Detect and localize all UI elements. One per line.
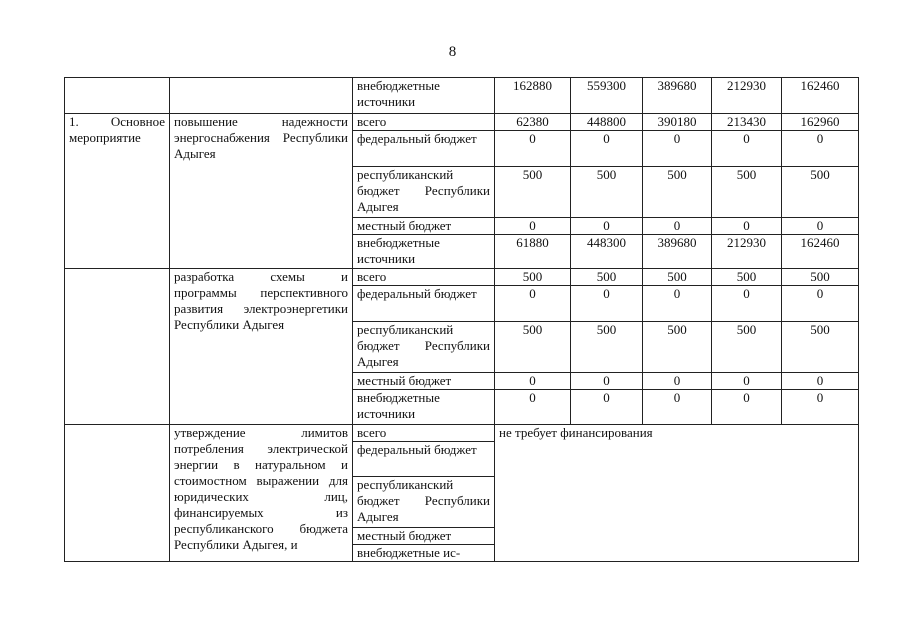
financing-table <box>64 77 859 562</box>
value-cell: 0 <box>571 286 643 322</box>
value-cell: 500 <box>643 167 712 218</box>
activity-name: утверждение лимитов потребления электрической энергии в натуральном и стоимостном выражении для юридических лиц, финансируемых из республиканского бюджета Республики Адыгея, и <box>170 425 353 562</box>
source-cell: всего <box>353 425 495 442</box>
value-cell: 500 <box>782 167 859 218</box>
value-cell: 500 <box>712 269 782 286</box>
value-cell: 500 <box>571 167 643 218</box>
value-cell: 0 <box>782 373 859 390</box>
page-number: 8 <box>448 44 457 60</box>
value-cell: 0 <box>643 390 712 425</box>
value-cell: 500 <box>571 269 643 286</box>
source-cell: республиканский бюджет Республики Адыгея <box>353 477 495 528</box>
value-cell: 0 <box>712 286 782 322</box>
value-cell: 500 <box>782 269 859 286</box>
value-cell: 500 <box>571 322 643 373</box>
value-cell: 0 <box>712 218 782 235</box>
measure-label <box>65 269 170 425</box>
value-cell: 0 <box>782 131 859 167</box>
value-cell: 500 <box>782 322 859 373</box>
value-cell: 0 <box>643 373 712 390</box>
measure-label: 1. Основное мероприятие <box>65 114 170 269</box>
value-cell: 500 <box>712 322 782 373</box>
value-cell: 61880 <box>495 235 571 269</box>
value-cell: 213430 <box>712 114 782 131</box>
value-cell: 500 <box>495 167 571 218</box>
value-cell: 500 <box>495 269 571 286</box>
source-cell: местный бюджет <box>353 373 495 390</box>
source-cell: внебюджетные источники <box>353 390 495 425</box>
value-cell: 162460 <box>782 235 859 269</box>
value-cell: 162960 <box>782 114 859 131</box>
table-row <box>65 269 859 286</box>
source-cell: всего <box>353 269 495 286</box>
source-cell: федеральный бюджет <box>353 131 495 167</box>
value-cell: 0 <box>571 218 643 235</box>
financing-note: не требует финансирования <box>495 425 859 562</box>
value-cell: 389680 <box>643 78 712 114</box>
value-cell: 0 <box>712 373 782 390</box>
value-cell: 162880 <box>495 78 571 114</box>
value-cell: 0 <box>712 390 782 425</box>
value-cell: 448800 <box>571 114 643 131</box>
value-cell: 0 <box>643 286 712 322</box>
value-cell: 500 <box>495 322 571 373</box>
value-cell: 0 <box>495 218 571 235</box>
value-cell: 390180 <box>643 114 712 131</box>
source-cell <box>353 545 495 562</box>
source-cell: федеральный бюджет <box>353 442 495 477</box>
value-cell: 62380 <box>495 114 571 131</box>
source-cell: местный бюджет <box>353 218 495 235</box>
source-cell: всего <box>353 114 495 131</box>
value-cell: 0 <box>712 131 782 167</box>
value-cell: 500 <box>712 167 782 218</box>
value-cell: 500 <box>643 322 712 373</box>
source-cell: республиканский бюджет Республики Адыгея <box>353 322 495 373</box>
source-cell: федеральный бюджет <box>353 286 495 322</box>
value-cell: 0 <box>495 390 571 425</box>
value-cell: 389680 <box>643 235 712 269</box>
activity-cell <box>170 78 353 114</box>
value-cell: 0 <box>571 131 643 167</box>
activity-name: разработка схемы и программы перспективного развития электроэнергетики Республики Адыгея <box>170 269 353 425</box>
source-text: внебюджетные ис- <box>357 545 461 560</box>
value-cell: 0 <box>495 131 571 167</box>
value-cell: 0 <box>782 390 859 425</box>
value-cell: 212930 <box>712 78 782 114</box>
label-cell <box>65 78 170 114</box>
value-cell: 559300 <box>571 78 643 114</box>
source-cell: внебюджетные источники <box>353 235 495 269</box>
value-cell: 0 <box>782 218 859 235</box>
value-cell: 500 <box>643 269 712 286</box>
value-cell: 0 <box>643 131 712 167</box>
value-cell: 212930 <box>712 235 782 269</box>
table-row <box>65 78 859 114</box>
value-cell: 0 <box>571 390 643 425</box>
value-cell: 0 <box>571 373 643 390</box>
value-cell: 0 <box>495 373 571 390</box>
source-cell: местный бюджет <box>353 528 495 545</box>
value-cell: 0 <box>643 218 712 235</box>
activity-name: повышение надежности энергоснабжения Республики Адыгея <box>170 114 353 269</box>
source-cell: внебюджетные источники <box>353 78 495 114</box>
table-row <box>65 425 859 442</box>
value-cell: 162460 <box>782 78 859 114</box>
table-row <box>65 114 859 131</box>
value-cell: 448300 <box>571 235 643 269</box>
value-cell: 0 <box>495 286 571 322</box>
source-cell: республиканский бюджет Республики Адыгея <box>353 167 495 218</box>
measure-label <box>65 425 170 562</box>
value-cell: 0 <box>782 286 859 322</box>
